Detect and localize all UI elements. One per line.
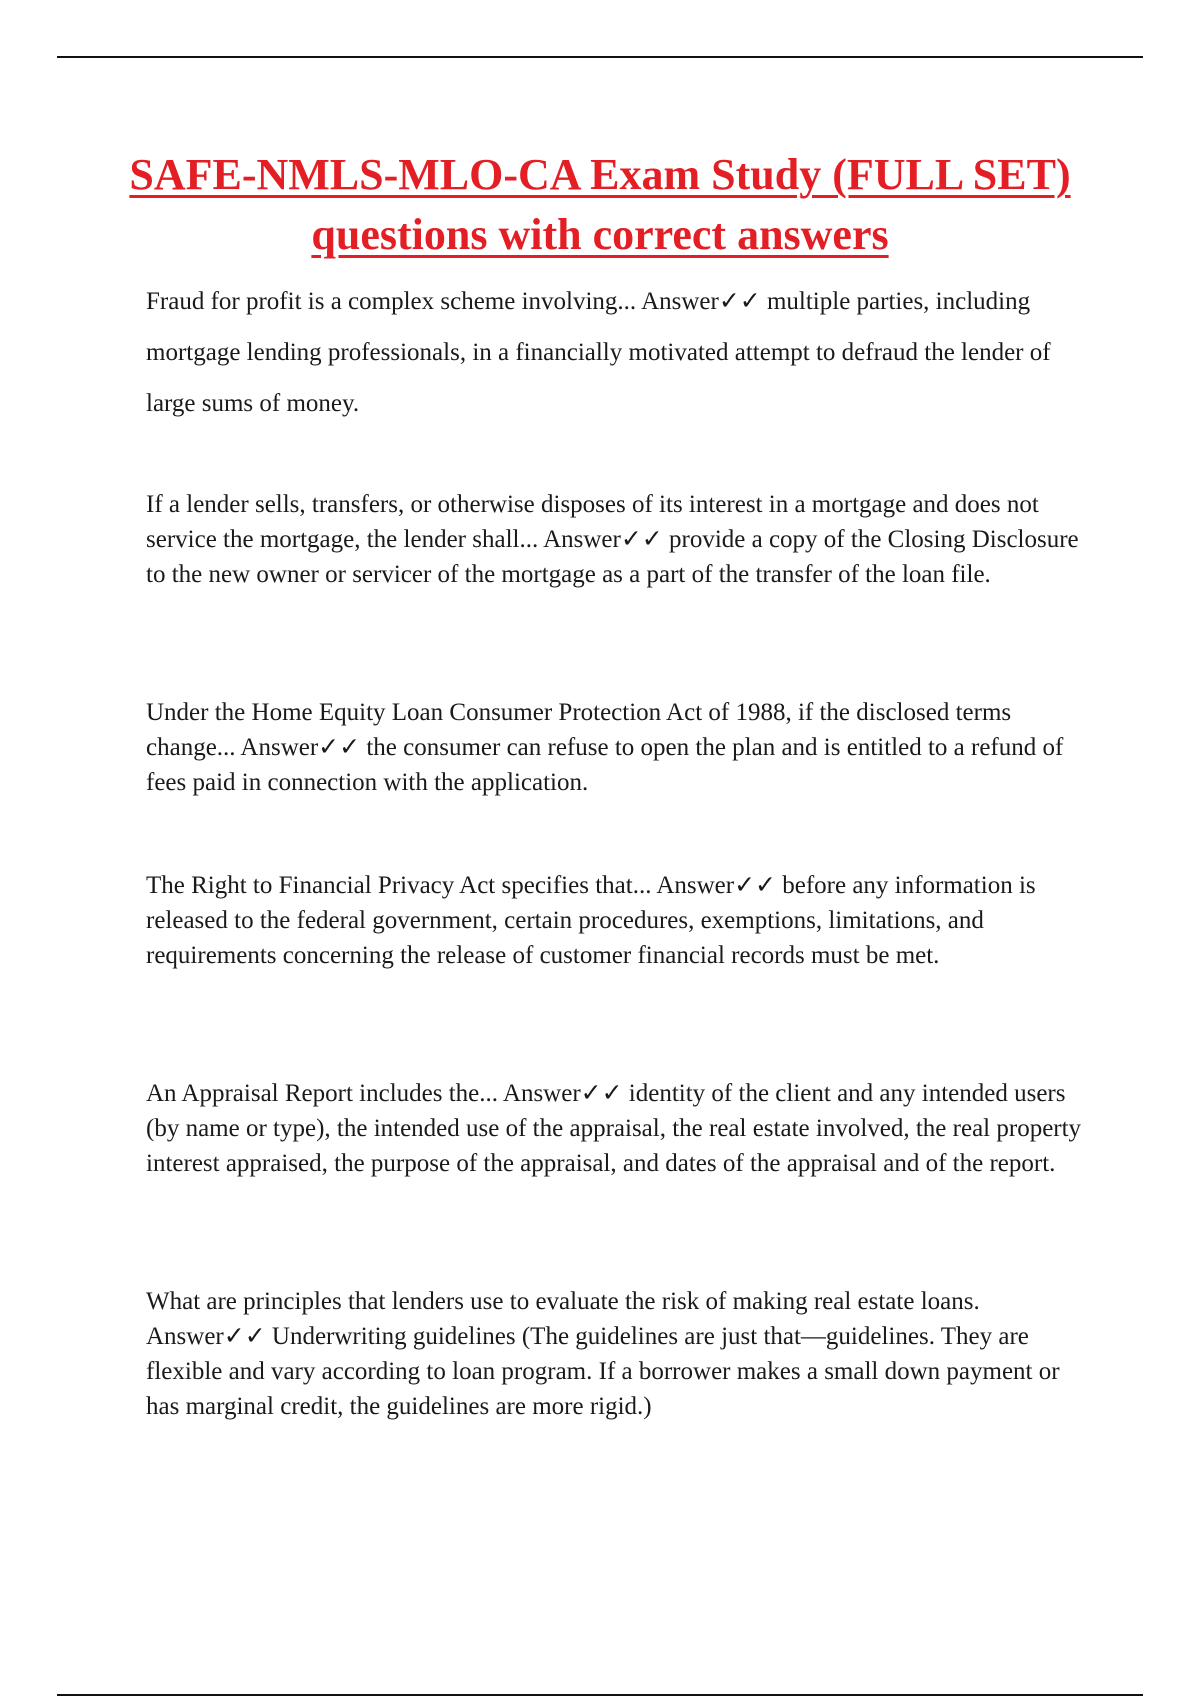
answer-marker: Answer✓✓ — [656, 872, 776, 899]
answer-text: identity of the client and any intended users (by name or type), the intended use of the appraisal, the real estate involved, the real property interest appraised, the purpose of the appraisal, and dates of the appraisal and of the report. — [146, 1080, 1082, 1177]
answer-marker: Answer✓✓ — [146, 1323, 266, 1350]
question-text: An Appraisal Report includes the... — [146, 1080, 499, 1107]
bottom-rule — [57, 1694, 1143, 1696]
qa-item-6 — [146, 1284, 1096, 1424]
answer-text: Underwriting guidelines (The guidelines are just that—guidelines. They are flexible and vary according to loan program. If a borrower makes a small down payment or has marginal credit, the guidelines are more rigid.) — [146, 1323, 1060, 1420]
qa-item-4 — [146, 868, 1096, 973]
question-text: What are principles that lenders use to evaluate the risk of making real estate loans. — [146, 1288, 980, 1315]
answer-text: provide a copy of the Closing Disclosure to the new owner or servicer of the mortgage as a part of the transfer of the loan file. — [146, 526, 1079, 588]
answer-marker: Answer✓✓ — [502, 1080, 623, 1107]
answer-text: the consumer can refuse to open the plan and is entitled to a refund of fees paid in connection with the application. — [146, 734, 1064, 796]
answer-text: before any information is released to the federal government, certain procedures, exemptions, limitations, and requirements concerning the release of customer financial records must be met. — [146, 872, 1036, 969]
question-text: Fraud for profit is a complex scheme involving... — [146, 288, 637, 315]
answer-marker: Answer✓✓ — [543, 526, 663, 553]
answer-marker: Answer✓✓ — [240, 734, 361, 761]
answer-text: multiple parties, including mortgage lending professionals, in a financially motivated attempt to defraud the lender of large sums of money. — [146, 288, 1051, 417]
question-text: The Right to Financial Privacy Act specifies that... — [146, 872, 652, 899]
qa-item-1 — [146, 276, 1096, 429]
question-text: If a lender sells, transfers, or otherwise disposes of its interest in a mortgage and does not service the mortgage, the lender shall... — [146, 491, 1039, 553]
document-title: SAFE-NMLS-MLO-CA Exam Study (FULL SET) questions with correct answers — [129, 150, 1071, 259]
question-text: Under the Home Equity Loan Consumer Protection Act of 1988, if the disclosed terms change... — [146, 699, 1012, 761]
qa-item-3 — [146, 695, 1096, 800]
qa-item-5 — [146, 1076, 1096, 1181]
qa-item-2 — [146, 487, 1096, 592]
answer-marker: Answer✓✓ — [641, 288, 761, 315]
top-rule — [57, 56, 1143, 58]
